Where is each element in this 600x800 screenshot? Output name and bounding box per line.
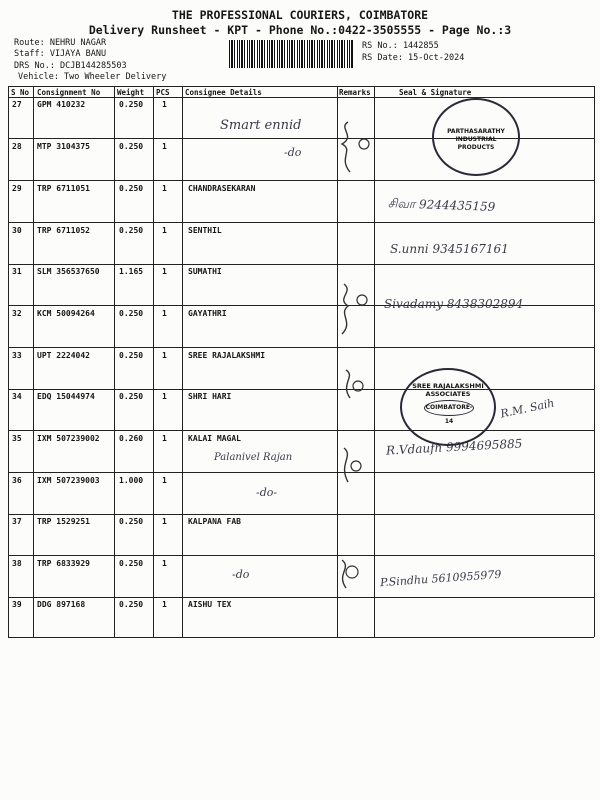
row-consignee: GAYATHRI	[188, 309, 227, 318]
remark-scribble	[338, 366, 368, 402]
row-consignee: SHRI HARI	[188, 392, 232, 401]
row-consignment: IXM 507239003	[37, 476, 100, 485]
handwritten-note: -do	[284, 146, 302, 159]
row-weight: 0.250	[119, 309, 144, 318]
row-sno: 35	[12, 434, 22, 443]
row-weight: 0.250	[119, 559, 144, 568]
remark-scribble	[334, 280, 374, 340]
row-weight: 1.165	[119, 267, 144, 276]
row-sno: 32	[12, 309, 22, 318]
row-weight: 0.250	[119, 600, 144, 609]
route: Route: NEHRU NAGAR	[14, 38, 107, 48]
handwritten-note: Palanivel Rajan	[214, 452, 293, 463]
row-sno: 27	[12, 100, 22, 109]
row-consignment: TRP 6833929	[37, 559, 90, 568]
row-weight: 0.250	[119, 100, 144, 109]
remark-scribble	[334, 118, 374, 178]
handwritten-note: Smart ennid	[220, 118, 302, 133]
row-consignment: GPM 410232	[37, 100, 86, 109]
row-consignment: TRP 6711051	[37, 184, 90, 193]
col-sno: S No	[11, 88, 30, 97]
row-pcs: 1	[162, 309, 167, 318]
drs-no: DRS No.: DCJB144285503	[14, 61, 127, 71]
row-pcs: 1	[162, 226, 167, 235]
row-weight: 0.260	[119, 434, 144, 443]
row-sno: 36	[12, 476, 22, 485]
staff: Staff: VIJAYA BANU	[14, 49, 107, 59]
row-consignment: TRP 1529251	[37, 517, 90, 526]
row-sno: 37	[12, 517, 22, 526]
col-remarks: Remarks	[339, 88, 371, 97]
handwritten-signature: R.Vdaufh 9994695885	[385, 436, 523, 458]
row-sno: 39	[12, 600, 22, 609]
row-sno: 30	[12, 226, 22, 235]
col-weight: Weight	[117, 88, 145, 97]
company-seal-stamp: PARTHASARATHY INDUSTRIAL PRODUCTS	[432, 98, 520, 176]
row-consignee: SENTHIL	[188, 226, 222, 235]
rs-no: RS No.: 1442855	[362, 41, 439, 51]
row-weight: 0.250	[119, 142, 144, 151]
row-pcs: 1	[162, 184, 167, 193]
row-consignment: EDQ 15044974	[37, 392, 95, 401]
row-weight: 0.250	[119, 351, 144, 360]
row-consignee: CHANDRASEKARAN	[188, 184, 256, 193]
row-weight: 0.250	[119, 226, 144, 235]
row-sno: 34	[12, 392, 22, 401]
row-pcs: 1	[162, 434, 167, 443]
row-pcs: 1	[162, 600, 167, 609]
row-pcs: 1	[162, 476, 167, 485]
runsheet-subtitle: Delivery Runsheet - KPT - Phone No.:0422-3505555 - Page No.:3	[88, 23, 512, 37]
row-weight: 0.250	[119, 517, 144, 526]
row-pcs: 1	[162, 351, 167, 360]
rs-date: RS Date: 15-Oct-2024	[362, 53, 465, 63]
handwritten-signature: சிவா 9244435159	[387, 196, 496, 214]
row-weight: 0.250	[119, 392, 144, 401]
handwritten-note: -do	[232, 568, 250, 581]
col-consignment-no: Consignment No	[37, 88, 101, 97]
remark-scribble	[334, 446, 368, 486]
row-consignee: KALPANA FAB	[188, 517, 241, 526]
remark-scribble	[334, 558, 368, 590]
company-seal-stamp: SREE RAJALAKSHMI ASSOCIATES COIMBATORE-14	[400, 368, 496, 446]
company-title: THE PROFESSIONAL COURIERS, COIMBATORE	[171, 8, 429, 22]
handwritten-signature: S.unni 9345167161	[390, 242, 509, 256]
row-consignment: UPT 2224042	[37, 351, 90, 360]
row-pcs: 1	[162, 392, 167, 401]
col-consignee: Consignee Details	[185, 88, 262, 97]
vehicle: Vehicle: Two Wheeler Delivery	[18, 72, 167, 82]
handwritten-signature: Sivadamy 8438302894	[384, 297, 524, 311]
row-consignment: SLM 356537650	[37, 267, 100, 276]
barcode	[229, 40, 353, 68]
row-pcs: 1	[162, 100, 167, 109]
row-consignment: MTP 3104375	[37, 142, 90, 151]
row-consignee: SREE RAJALAKSHMI	[188, 351, 266, 360]
row-sno: 33	[12, 351, 22, 360]
row-sno: 38	[12, 559, 22, 568]
row-pcs: 1	[162, 267, 167, 276]
row-consignment: TRP 6711052	[37, 226, 90, 235]
row-consignment: DDG 897168	[37, 600, 86, 609]
col-seal-signature: Seal & Signature	[399, 88, 472, 97]
col-pcs: PCS	[156, 88, 170, 97]
row-sno: 29	[12, 184, 22, 193]
row-consignment: KCM 50094264	[37, 309, 95, 318]
handwritten-note: -do-	[256, 486, 278, 499]
handwritten-signature: P.Sindhu 5610955979	[379, 567, 502, 590]
row-consignee: AISHU TEX	[188, 600, 232, 609]
row-pcs: 1	[162, 517, 167, 526]
row-weight: 1.000	[119, 476, 144, 485]
row-pcs: 1	[162, 559, 167, 568]
handwritten-signature: R.M. Saih	[499, 396, 556, 421]
row-weight: 0.250	[119, 184, 144, 193]
row-consignment: IXM 507239002	[37, 434, 100, 443]
row-sno: 28	[12, 142, 22, 151]
row-consignee: SUMATHI	[188, 267, 222, 276]
row-consignee: KALAI MAGAL	[188, 434, 241, 443]
row-sno: 31	[12, 267, 22, 276]
row-pcs: 1	[162, 142, 167, 151]
